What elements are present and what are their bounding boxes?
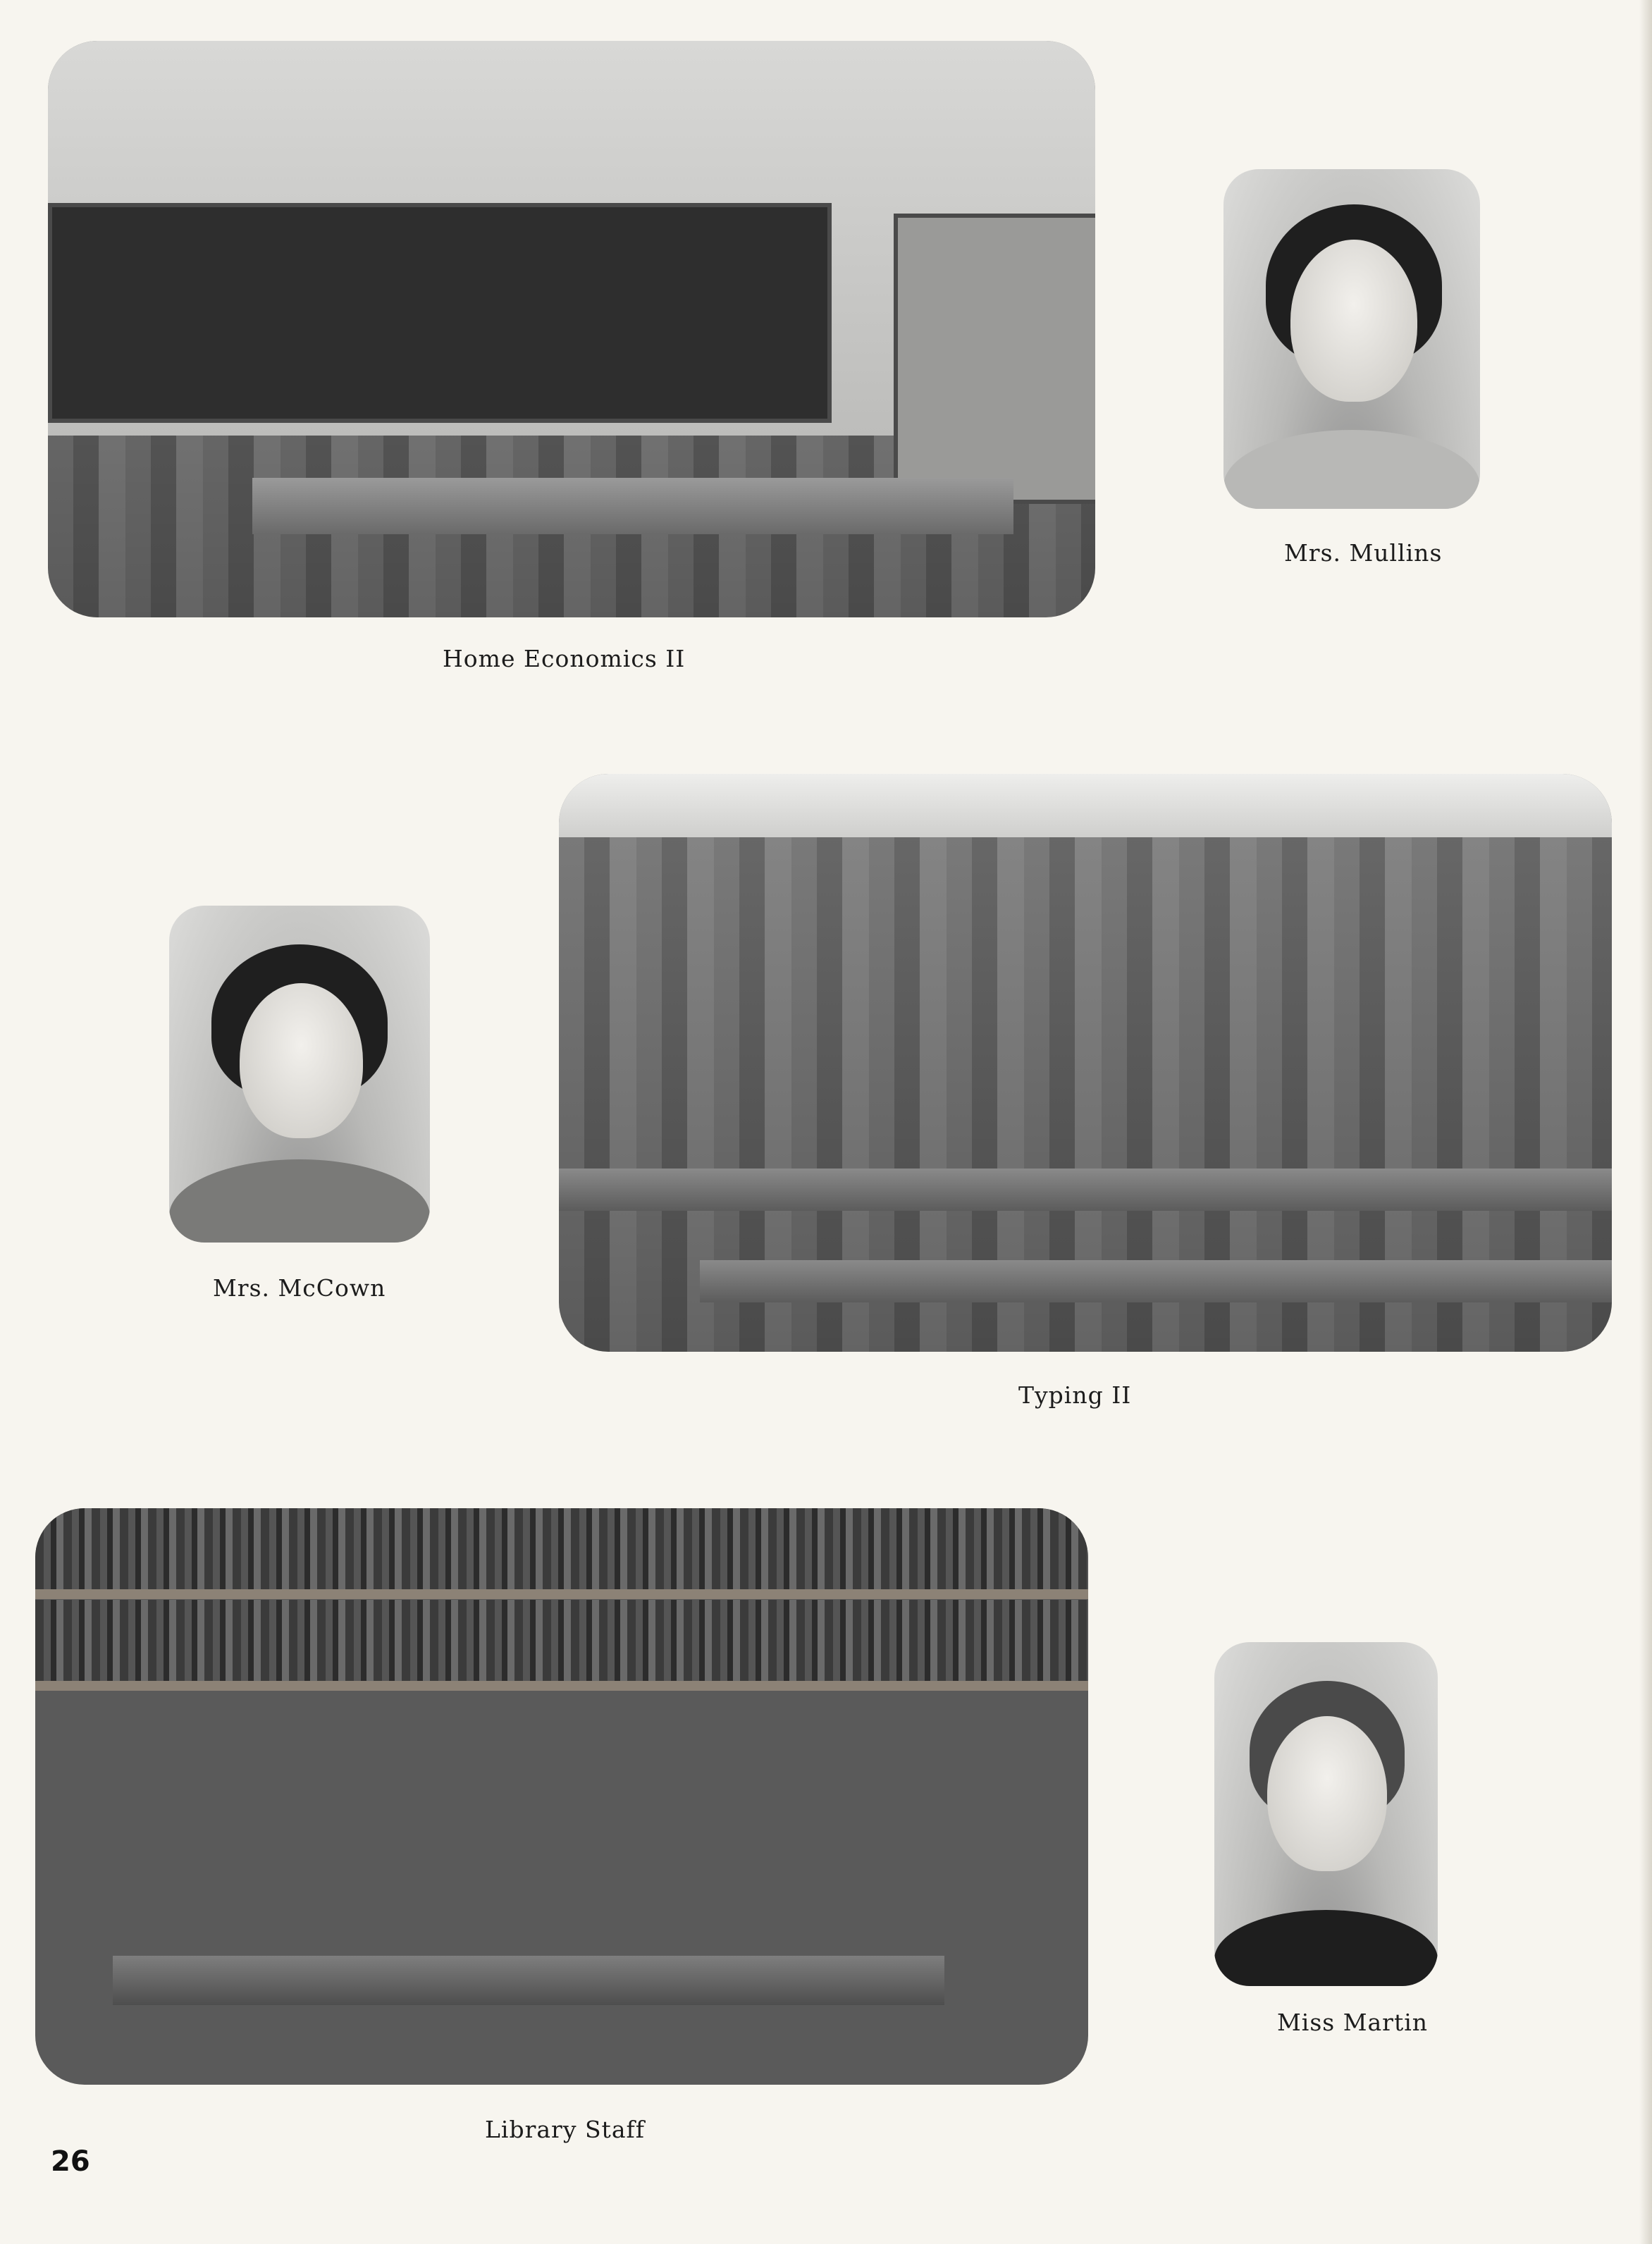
martin-caption: Miss Martin xyxy=(1277,2009,1429,2036)
library-staff-photo xyxy=(35,1508,1088,2085)
page-edge-shadow xyxy=(1639,0,1652,2244)
typing-caption: Typing II xyxy=(1018,1381,1132,1409)
mullins-portrait xyxy=(1223,169,1480,509)
martin-portrait xyxy=(1214,1642,1438,1986)
page-number: 26 xyxy=(51,2145,90,2178)
mccown-caption: Mrs. McCown xyxy=(213,1274,386,1302)
mullins-caption: Mrs. Mullins xyxy=(1284,539,1443,567)
typing-photo xyxy=(559,774,1612,1352)
library-staff-caption: Library Staff xyxy=(485,2116,645,2143)
home-economics-caption: Home Economics II xyxy=(443,645,686,672)
home-economics-photo xyxy=(48,41,1095,617)
mccown-portrait xyxy=(169,906,430,1243)
